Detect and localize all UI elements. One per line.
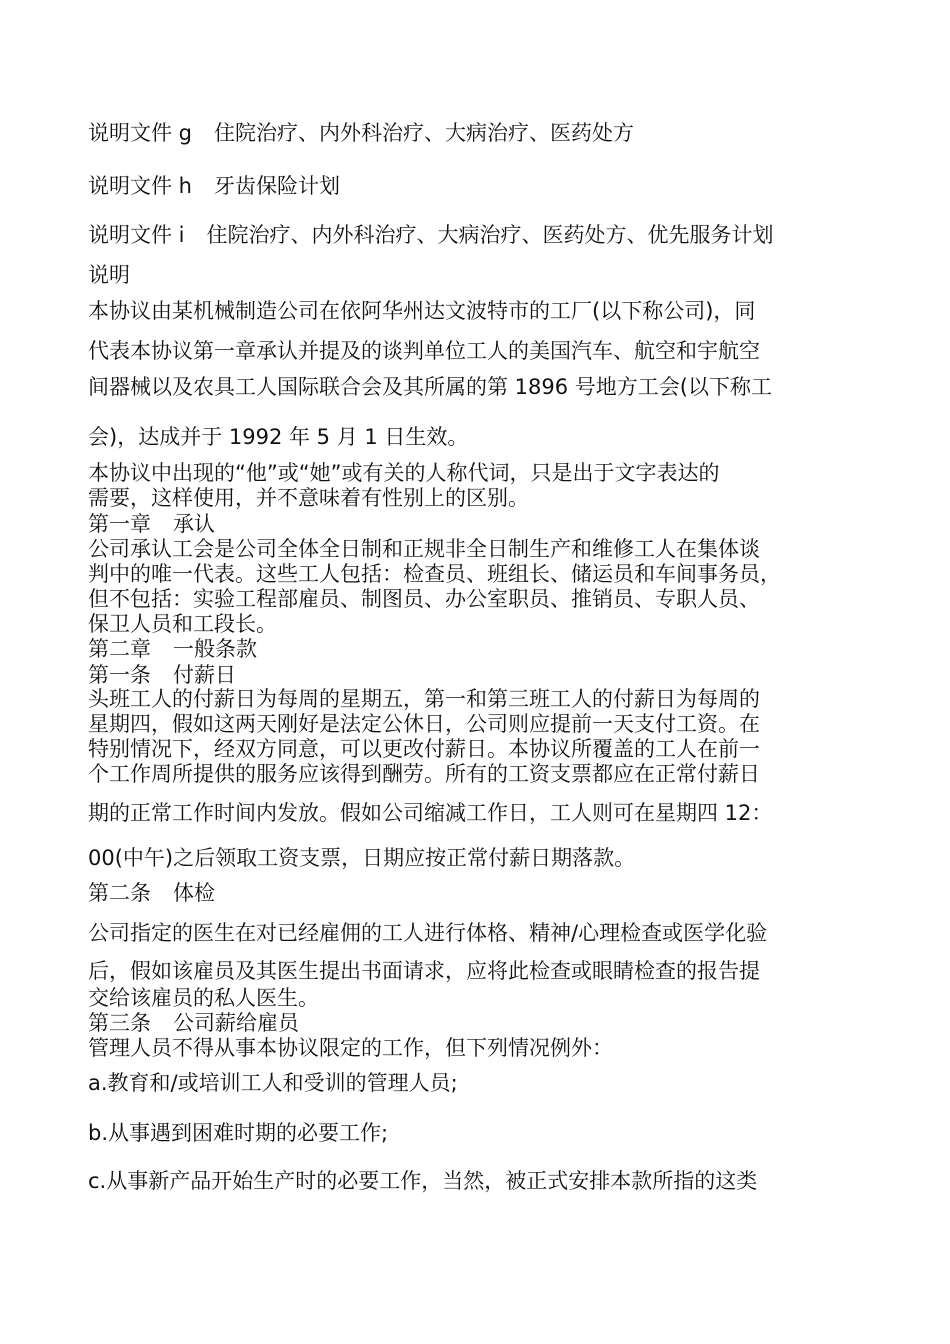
text-line: 管理人员不得从事本协议限定的工作，但下列情况例外：: [88, 1036, 613, 1060]
heading-line: [88, 511, 215, 537]
text-line: 本协议中出现的“他”或“她”或有关的人称代词，只是出于文字表达的: [88, 461, 720, 485]
heading-line: [88, 1010, 299, 1036]
text-line: 代表本协议第一章承认并提及的谈判单位工人的美国汽车、航空和宇航空: [88, 339, 760, 363]
text-line: 本协议由某机械制造公司在依阿华州达文波特市的工厂(以下称公司)，同: [88, 299, 756, 323]
text-line: 头班工人的付薪日为每周的星期五，第一和第三班工人的付薪日为每周的: [88, 687, 760, 711]
line-label: 说明文件 h: [88, 174, 192, 198]
heading-line: [88, 173, 340, 199]
line-label: 第一章: [88, 512, 151, 536]
text-line: 公司承认工会是公司全体全日制和正规非全日制生产和维修工人在集体谈: [88, 537, 760, 561]
line-text: 牙齿保险计划: [214, 174, 340, 198]
line-label: 第二章: [88, 637, 151, 661]
text-line: 公司指定的医生在对已经雇佣的工人进行体格、精神/心理检查或医学化验: [88, 921, 768, 945]
text-line: 判中的唯一代表。这些工人包括：检查员、班组长、储运员和车间事务员，: [88, 562, 781, 586]
line-text: 一般条款: [173, 637, 257, 661]
line-label: 说明文件 g: [88, 121, 193, 145]
line-text: 公司薪给雇员: [173, 1011, 299, 1035]
text-line: 间器械以及农具工人国际联合会及其所属的第 1896 号地方工会(以下称工: [88, 375, 772, 399]
text-line: 特别情况下，经双方同意，可以更改付薪日。本协议所覆盖的工人在前一: [88, 737, 760, 761]
heading-line: [88, 636, 257, 662]
text-line: 后，假如该雇员及其医生提出书面请求，应将此检查或眼睛检查的报告提: [88, 959, 760, 983]
text-line: 说明: [88, 263, 130, 287]
text-line: 期的正常工作时间内发放。假如公司缩减工作日，工人则可在星期四 12：: [88, 801, 773, 825]
line-text: 付薪日: [173, 663, 236, 687]
text-line: 00(中午)之后领取工资支票，日期应按正常付薪日期落款。: [88, 846, 636, 870]
heading-line: [88, 880, 215, 906]
line-text: 住院治疗、内外科治疗、大病治疗、医药处方、优先服务计划: [206, 223, 774, 247]
text-line: 需要，这样使用，并不意味着有性别上的区别。: [88, 486, 529, 510]
text-line: 会)，达成并于 1992 年 5 月 1 日生效。: [88, 425, 469, 449]
line-label: 第一条: [88, 663, 151, 687]
line-label: 说明文件 i: [88, 223, 185, 247]
text-line: 交给该雇员的私人医生。: [88, 986, 319, 1010]
text-line: 个工作周所提供的服务应该得到酬劳。所有的工资支票都应在正常付薪日: [88, 762, 760, 786]
heading-line: [88, 662, 236, 688]
text-line: c.从事新产品开始生产时的必要工作，当然，被正式安排本款所指的这类: [88, 1169, 758, 1193]
line-text: 体检: [173, 881, 215, 905]
line-text: 住院治疗、内外科治疗、大病治疗、医药处方: [214, 121, 635, 145]
line-label: 第三条: [88, 1011, 151, 1035]
line-text: 承认: [173, 512, 215, 536]
line-label: 第二条: [88, 881, 151, 905]
text-line: b.从事遇到困难时期的必要工作;: [88, 1121, 389, 1145]
text-line: 星期四，假如这两天刚好是法定公休日，公司则应提前一天支付工资。在: [88, 712, 760, 736]
text-line: a.教育和/或培训工人和受训的管理人员;: [88, 1071, 458, 1095]
heading-line: [88, 120, 634, 146]
text-line: 保卫人员和工段长。: [88, 612, 277, 636]
text-line: 但不包括：实验工程部雇员、制图员、办公室职员、推销员、专职人员、: [88, 587, 760, 611]
heading-line: [88, 222, 774, 248]
